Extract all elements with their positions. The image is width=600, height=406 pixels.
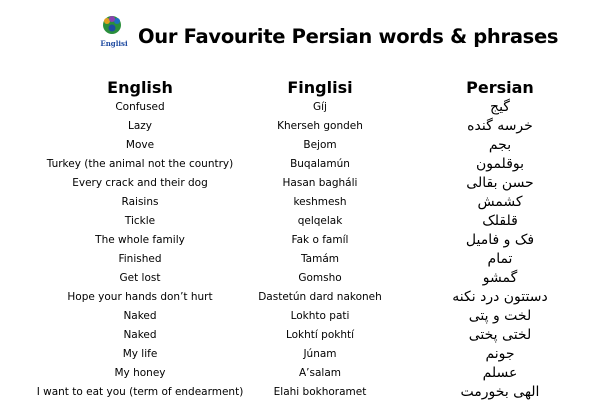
finglisi-header: Finglisi [287, 78, 353, 97]
english-cell: Get lost [119, 272, 161, 284]
persian-cell: قلقلک [482, 213, 518, 229]
english-cell: The whole family [95, 234, 185, 246]
persian-cell: گمشو [482, 270, 518, 286]
persian-cell: حسن بقالی [466, 175, 534, 191]
persian-cell: خرسه گنده [467, 118, 533, 134]
english-column [30, 78, 250, 402]
persian-cell: جونم [485, 346, 515, 362]
english-cell: Confused [115, 101, 165, 113]
persian-cell: گیج [490, 99, 510, 115]
persian-header: Persian [466, 78, 534, 97]
persian-column [415, 78, 585, 402]
english-cell: Hope your hands don’t hurt [67, 291, 213, 303]
logo-text: Englisi [100, 39, 128, 48]
finglisi-cell: Gomsho [298, 272, 342, 284]
persian-cell: بوقلمون [475, 156, 525, 172]
finglisi-cell: Kherseh gondeh [277, 120, 363, 132]
english-cell: Naked [123, 310, 157, 322]
english-cell: Raisins [121, 196, 159, 208]
finglisi-cell: qelqelak [297, 215, 343, 227]
english-header: English [107, 78, 173, 97]
english-cell: Finished [118, 253, 162, 265]
finglisi-cell: Lokhtí pokhtí [285, 329, 355, 341]
persian-cell: تمام [487, 251, 513, 267]
finglisi-cell: Dastetún dard nakoneh [258, 291, 382, 303]
persian-cell: الهی بخورمت [460, 384, 540, 400]
englisi-logo [100, 14, 128, 54]
english-cell: My life [122, 348, 158, 360]
persian-cell: کشمش [477, 194, 523, 210]
finglisi-cell: Júnam [303, 348, 337, 360]
peacock-logo-icon [100, 14, 124, 36]
persian-cell: بجم [488, 137, 512, 153]
persian-cell: دستتون درد نکنه [452, 289, 548, 305]
finglisi-cell: Buqalamún [290, 158, 350, 170]
finglisi-cell: Elahi bokhoramet [273, 386, 367, 398]
finglisi-cell: A’salam [298, 367, 341, 379]
persian-cell: لختی پختی [468, 327, 532, 343]
english-cell: My honey [114, 367, 166, 379]
finglisi-cell: Tamám [300, 253, 339, 265]
english-cell: I want to eat you (term of endearment) [36, 386, 244, 398]
english-cell: Lazy [127, 120, 152, 132]
english-cell: Naked [123, 329, 157, 341]
finglisi-column [245, 78, 395, 402]
english-cell: Move [125, 139, 155, 151]
page-title: Our Favourite Persian words & phrases [138, 25, 559, 48]
english-cell: Tickle [124, 215, 156, 227]
finglisi-cell: Gíj [313, 101, 327, 113]
english-cell: Turkey (the animal not the country) [46, 158, 234, 170]
finglisi-cell: Lokhto pati [290, 310, 350, 322]
persian-cell: فک و فامیل [465, 232, 535, 248]
persian-cell: لخت و پتی [468, 308, 532, 324]
finglisi-cell: Bejom [303, 139, 337, 151]
finglisi-cell: Fak o famíl [291, 234, 349, 246]
persian-cell: عسلم [482, 365, 518, 381]
finglisi-cell: keshmesh [293, 196, 347, 208]
english-cell: Every crack and their dog [72, 177, 208, 189]
finglisi-cell: Hasan bagháli [282, 177, 358, 189]
